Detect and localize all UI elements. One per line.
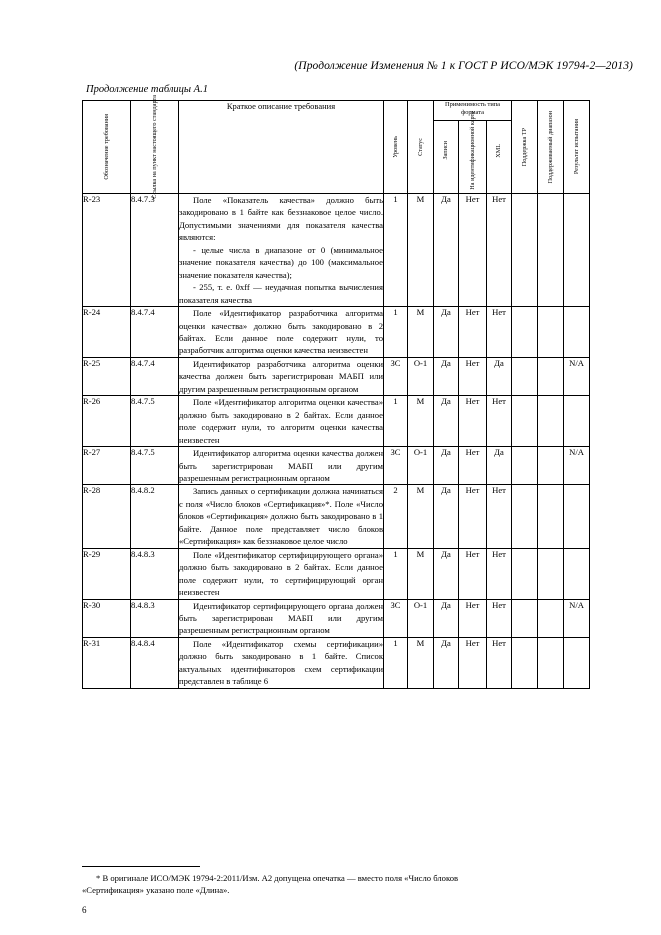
table-row xyxy=(83,548,590,599)
header-cell-id xyxy=(83,101,131,194)
cell-range xyxy=(538,307,564,358)
cell-test-result xyxy=(564,194,590,307)
cell-xml: Нет xyxy=(487,548,512,599)
header-cell-level xyxy=(384,101,408,194)
header-cell-status xyxy=(408,101,434,194)
header-cell-support-tr xyxy=(512,101,538,194)
cell-xml: Нет xyxy=(487,485,512,548)
cell-clause-ref: 8.4.8.3 xyxy=(131,548,179,599)
cell-test-result xyxy=(564,307,590,358)
table-row xyxy=(83,396,590,447)
cell-status: М xyxy=(408,637,434,688)
cell-status: О-1 xyxy=(408,447,434,485)
cell-record: Да xyxy=(434,485,459,548)
cell-card: Нет xyxy=(459,599,487,637)
table-row xyxy=(83,357,590,395)
cell-status: М xyxy=(408,548,434,599)
table-row xyxy=(83,485,590,548)
header-label-card: На идентификационной карте xyxy=(468,111,476,191)
cell-level: 2 xyxy=(384,485,408,548)
cell-record: Да xyxy=(434,307,459,358)
cell-clause-ref: 8.4.7.5 xyxy=(131,396,179,447)
table-body xyxy=(83,194,590,689)
cell-level: ЗС xyxy=(384,357,408,395)
cell-record: Да xyxy=(434,548,459,599)
cell-xml: Нет xyxy=(487,307,512,358)
cell-level: 1 xyxy=(384,548,408,599)
cell-level: ЗС xyxy=(384,447,408,485)
cell-card: Нет xyxy=(459,357,487,395)
header-label-test-result: Результат испытания xyxy=(572,119,580,175)
cell-card: Нет xyxy=(459,637,487,688)
cell-clause-ref: 8.4.7.4 xyxy=(131,357,179,395)
cell-test-result xyxy=(564,396,590,447)
cell-record: Да xyxy=(434,599,459,637)
cell-requirement-id: R-24 xyxy=(83,307,131,358)
footnote-line-1: * В оригинале ИСО/МЭК 19794-2:2011/Изм. А2 допущена опечатка — вместо поля «Число блоков xyxy=(96,873,459,883)
cell-requirement-id: R-25 xyxy=(83,357,131,395)
cell-level: 1 xyxy=(384,396,408,447)
header-label-range: Поддерживаемый диапазон xyxy=(546,110,554,184)
cell-xml: Да xyxy=(487,357,512,395)
cell-xml: Да xyxy=(487,447,512,485)
cell-requirement-id: R-26 xyxy=(83,396,131,447)
header-label-record: Записи xyxy=(442,141,450,160)
cell-description: Поле «Идентификатор схемы сертификации» должно быть закодировано в 1 байте. Список актуальных идентификаторов схем сертификации представлен в таблице 6 xyxy=(179,638,383,687)
cell-clause-ref: 8.4.8.4 xyxy=(131,637,179,688)
requirements-table xyxy=(82,95,590,689)
cell-range xyxy=(538,447,564,485)
cell-status: М xyxy=(408,307,434,358)
header-label-xml: XML xyxy=(495,143,503,158)
cell-requirement-id: R-27 xyxy=(83,447,131,485)
cell-range xyxy=(538,396,564,447)
header-cell-record xyxy=(434,120,459,193)
cell-status: М xyxy=(408,485,434,548)
page-number: 6 xyxy=(82,905,87,915)
cell-range xyxy=(538,194,564,307)
cell-level: 1 xyxy=(384,637,408,688)
header-label-ref: Ссылка на пункт настоящего стандарта xyxy=(150,95,158,199)
cell-range xyxy=(538,357,564,395)
table-caption: Продолжение таблицы А.1 xyxy=(86,84,208,95)
cell-requirement-id: R-29 xyxy=(83,548,131,599)
cell-xml: Нет xyxy=(487,637,512,688)
cell-requirement-id: R-30 xyxy=(83,599,131,637)
cell-description: Поле «Идентификатор алгоритма оценки качества» должно быть закодировано в 2 байтах. Если данное поле содержит нули, то алгоритм оценки качества неизвестен xyxy=(179,397,383,445)
cell-record: Да xyxy=(434,396,459,447)
table-header-row-1 xyxy=(83,101,590,121)
cell-status: М xyxy=(408,194,434,307)
cell-level: 1 xyxy=(384,307,408,358)
footnote xyxy=(82,866,581,897)
header-label-id: Обозначение требования xyxy=(102,114,110,180)
cell-clause-ref: 8.4.7.3 xyxy=(131,194,179,307)
cell-requirement-id: R-28 xyxy=(83,485,131,548)
header-cell-applicability: Применимость типа формата xyxy=(434,101,512,121)
cell-record: Да xyxy=(434,357,459,395)
header-label-status: Статус xyxy=(416,138,424,156)
cell-clause-ref: 8.4.8.3 xyxy=(131,599,179,637)
cell-range xyxy=(538,485,564,548)
cell-card: Нет xyxy=(459,485,487,548)
cell-card: Нет xyxy=(459,307,487,358)
cell-record: Да xyxy=(434,194,459,307)
cell-card: Нет xyxy=(459,447,487,485)
cell-record: Да xyxy=(434,637,459,688)
table-row xyxy=(83,447,590,485)
cell-support-tr xyxy=(512,548,538,599)
header-cell-desc: Краткое описание требования xyxy=(179,101,384,194)
cell-description: Идентификатор сертифицирующего органа должен быть зарегистрирован МАБП или другим разрешенным регистрационным органом xyxy=(179,600,383,636)
header-cell-xml xyxy=(487,120,512,193)
cell-xml: Нет xyxy=(487,396,512,447)
header-cell-test-result xyxy=(564,101,590,194)
cell-clause-ref: 8.4.7.4 xyxy=(131,307,179,358)
cell-description: Поле «Идентификатор разработчика алгоритма оценки качества» должно быть закодировано в 2 байтах. Если данное поле содержит нули, то разработчик алгоритма оценки качества неизвестен xyxy=(179,308,383,356)
footnote-rule xyxy=(82,866,200,867)
cell-clause-ref: 8.4.7.5 xyxy=(131,447,179,485)
table-row xyxy=(83,599,590,637)
cell-range xyxy=(538,548,564,599)
cell-requirement-id: R-23 xyxy=(83,194,131,307)
cell-status: О-1 xyxy=(408,599,434,637)
cell-range xyxy=(538,599,564,637)
cell-test-result: N/A xyxy=(564,447,590,485)
cell-support-tr xyxy=(512,599,538,637)
cell-support-tr xyxy=(512,357,538,395)
cell-description: Поле «Показатель качества» должно быть закодировано в 1 байте как беззнаковое целое число. Допустимыми значениями для показателя качества являются: - целые числа в диапазоне от 0 (минимальное значение показателя качества) до 100 (максимальное значение показателя качества); - 255, т. е. 0xff — неудачная попытка вычисления показателя качества xyxy=(179,195,383,305)
cell-requirement-id: R-31 xyxy=(83,637,131,688)
cell-xml: Нет xyxy=(487,599,512,637)
cell-card: Нет xyxy=(459,194,487,307)
cell-support-tr xyxy=(512,637,538,688)
cell-test-result xyxy=(564,637,590,688)
cell-test-result: N/A xyxy=(564,599,590,637)
table-row xyxy=(83,307,590,358)
cell-support-tr xyxy=(512,307,538,358)
cell-support-tr xyxy=(512,194,538,307)
footnote-line-2: «Сертификация» указано поле «Длина». xyxy=(82,885,230,896)
cell-description: Поле «Идентификатор сертифицирующего органа» должно быть закодировано в 2 байтах. Если данное поле содержит нули, то сертифицирующий орган неизвестен xyxy=(179,549,383,598)
page-header-note: (Продолжение Изменения № 1 к ГОСТ Р ИСО/МЭК 19794-2—2013) xyxy=(294,60,633,72)
table-row xyxy=(83,637,590,688)
cell-clause-ref: 8.4.8.2 xyxy=(131,485,179,548)
header-cell-card xyxy=(459,111,487,193)
cell-card: Нет xyxy=(459,396,487,447)
cell-description: Запись данных о сертификации должна начинаться с поля «Число блоков «Сертификация»*. Поле «Число блоков «Сертификация» должно быть закодировано в 1 байте. Данное поле представляет число блоков «Сертификация» как беззнаковое целое число xyxy=(179,486,383,547)
header-cell-range xyxy=(538,101,564,194)
cell-test-result xyxy=(564,485,590,548)
cell-xml: Нет xyxy=(487,194,512,307)
cell-test-result: N/A xyxy=(564,357,590,395)
cell-level: 1 xyxy=(384,194,408,307)
header-label-support-tr: Поддержка ТР xyxy=(520,127,528,167)
cell-record: Да xyxy=(434,447,459,485)
cell-description: Идентификатор алгоритма оценки качества должен быть зарегистрирован МАБП или другим разрешенным регистрационным органом xyxy=(179,448,383,483)
cell-range xyxy=(538,637,564,688)
cell-support-tr xyxy=(512,485,538,548)
table-row xyxy=(83,194,590,307)
cell-support-tr xyxy=(512,447,538,485)
header-label-level: Уровень xyxy=(391,136,399,158)
cell-support-tr xyxy=(512,396,538,447)
cell-level: ЗС xyxy=(384,599,408,637)
cell-description: Идентификатор разработчика алгоритма оценки качества должен быть зарегистрирован МАБП или другим разрешенным регистрационным органом xyxy=(179,358,383,394)
cell-test-result xyxy=(564,548,590,599)
cell-card: Нет xyxy=(459,548,487,599)
cell-status: О-1 xyxy=(408,357,434,395)
cell-status: М xyxy=(408,396,434,447)
